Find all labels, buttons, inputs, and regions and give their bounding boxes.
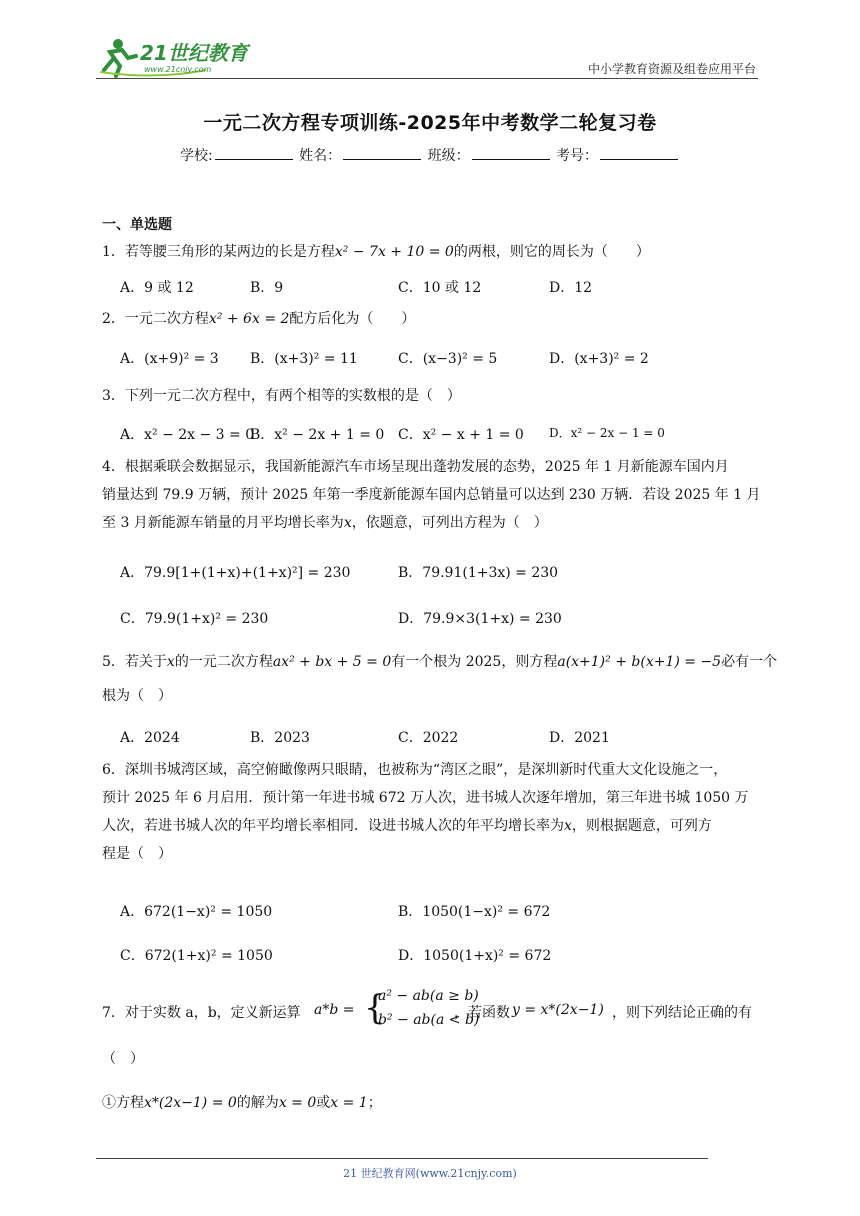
logo-text: 21世纪教育 <box>140 41 248 65</box>
q7-item1-label: ①方程 <box>102 1095 144 1111</box>
q4-option-c[interactable]: C．79.9(1+x)² = 230 <box>120 611 269 627</box>
q7-item1-end: ； <box>367 1095 382 1111</box>
q7-function: y = x*(2x−1) <box>512 1002 604 1018</box>
q2-option-b[interactable]: B．(x+3)² = 11 <box>250 351 358 367</box>
q6-option-b[interactable]: B．1050(1−x)² = 672 <box>398 904 551 920</box>
page-title: 一元二次方程专项训练-2025年中考数学二轮复习卷 <box>203 112 657 134</box>
q7-item1-equation: x*(2x−1) = 0 <box>144 1095 237 1111</box>
q6-option-c[interactable]: C．672(1+x)² = 1050 <box>120 948 273 964</box>
student-info-line <box>0 145 860 165</box>
q4-line-2: 销量达到 79.9 万辆，预计 2025 年第一季度新能源车国内总销量可以达到 230 万辆．若设 2025 年 1 月 <box>102 487 761 503</box>
q6-option-d[interactable]: D．1050(1+x)² = 672 <box>398 948 552 964</box>
q5-equation-2: a(x+1)² + b(x+1) = −5 <box>557 654 722 670</box>
q4-line-3: 至 3 月新能源车销量的月平均增长率为 <box>102 515 344 531</box>
q7-operator: a*b = <box>314 1002 355 1018</box>
section-heading: 一、单选题 <box>102 217 172 233</box>
q7-statement-1 <box>102 1092 382 1112</box>
school-label: 学校: <box>179 148 213 164</box>
q4-option-b[interactable]: B．79.91(1+3x) = 230 <box>398 565 559 581</box>
q6-line-2: 预计 2025 年 6 月启用．预计第一年进书城 672 万人次，进书城人次逐年增加，第三年进书城 1050 万 <box>102 790 749 806</box>
q1-text-end: 的两根，则它的周长为（ ） <box>453 244 650 260</box>
q5-text-mid-2: 有一个根为 2025，则方程 <box>391 654 558 670</box>
q1-equation: x² − 7x + 10 = 0 <box>334 244 454 260</box>
q7-case-1: a² − ab(a ≥ b) <box>378 988 479 1004</box>
q3-option-c[interactable]: C．x² − x + 1 = 0 <box>398 427 524 443</box>
q4-option-d[interactable]: D．79.9×3(1+x) = 230 <box>398 611 562 627</box>
q5-text: 5．若关于 <box>102 654 167 670</box>
q3-option-a[interactable]: A．x² − 2x − 3 = 0 <box>120 427 255 443</box>
q6-line-3-end: ，则根据题意，可列方 <box>571 818 712 834</box>
q5-text-mid: 的一元二次方程 <box>174 654 273 670</box>
q5-option-b[interactable]: B．2023 <box>250 730 310 746</box>
q2-option-d[interactable]: D．(x+3)² = 2 <box>549 351 649 367</box>
q6-line-1: 6．深圳书城湾区域，高空俯瞰像两只眼睛，也被称为“湾区之眼”，是深圳新时代重大文化设施之一， <box>102 762 728 778</box>
q1-option-b[interactable]: B．9 <box>250 280 284 296</box>
number-blank[interactable] <box>600 147 678 160</box>
q7-item1-solution-a: x = 0 <box>278 1095 317 1111</box>
q5-option-d[interactable]: D．2021 <box>549 730 610 746</box>
q2-option-c[interactable]: C．(x−3)² = 5 <box>398 351 498 367</box>
question-4 <box>102 453 782 537</box>
q3-option-b[interactable]: B．x² − 2x + 1 = 0 <box>250 427 385 443</box>
q2-text: 2．一元二次方程 <box>102 311 209 327</box>
q5-variable: x <box>166 654 175 670</box>
footer-link[interactable]: 21 世纪教育网(www.21cnjy.com) <box>343 1167 517 1180</box>
q5-text-end: 必有一个 <box>721 654 778 670</box>
question-6 <box>102 756 782 868</box>
class-label: 班级： <box>427 148 470 164</box>
class-blank[interactable] <box>472 147 550 160</box>
q1-text: 1．若等腰三角形的某两边的长是方程 <box>102 244 335 260</box>
q1-option-d[interactable]: D．12 <box>549 280 593 296</box>
name-blank[interactable] <box>343 147 421 160</box>
name-label: 姓名： <box>299 148 342 164</box>
runner-logo-icon <box>96 36 256 78</box>
question-3: 3．下列一元二次方程中，有两个相等的实数根的是（ ） <box>102 388 461 404</box>
footer-divider <box>96 1158 708 1159</box>
q5-option-a[interactable]: A．2024 <box>120 730 180 746</box>
q7-item1-mid: 的解为 <box>236 1095 279 1111</box>
q3-option-d[interactable]: D．x² − 2x − 1 = 0 <box>549 426 665 440</box>
q6-option-a[interactable]: A．672(1−x)² = 1050 <box>120 904 273 920</box>
q7-item1-solution-b: x = 1 <box>330 1095 368 1111</box>
header-platform-text: 中小学教育资源及组卷应用平台 <box>587 62 756 76</box>
q5-equation-1: ax² + bx + 5 = 0 <box>272 654 392 670</box>
q1-option-c[interactable]: C．10 或 12 <box>398 280 482 296</box>
q5-option-c[interactable]: C．2022 <box>398 730 459 746</box>
q2-option-a[interactable]: A．(x+9)² = 3 <box>120 351 219 367</box>
q6-variable: x <box>564 818 572 834</box>
header-divider <box>96 78 758 79</box>
q2-equation: x² + 6x = 2 <box>208 311 290 327</box>
q7-case-2: b² − ab(a < b) <box>378 1012 480 1028</box>
logo-subtext: www.21cnjy.com <box>144 65 212 74</box>
q2-text-end: 配方后化为（ ） <box>289 311 416 327</box>
q6-line-3: 人次，若进书城人次的年平均增长率相同．设进书城人次的年平均增长率为 <box>102 818 564 834</box>
q6-line-4: 程是（ ） <box>102 846 172 862</box>
school-blank[interactable] <box>215 147 293 160</box>
q4-variable: x <box>343 515 352 531</box>
question-1 <box>102 238 770 266</box>
question-2 <box>102 305 770 333</box>
q4-line-3-end: ，依题意，可列出方程为（ ） <box>351 515 548 531</box>
q5-line-2: 根为（ ） <box>102 688 172 704</box>
q7-text: 7．对于实数 a，b，定义新运算 <box>102 1005 301 1021</box>
q7-text-end: ，则下列结论正确的有 <box>612 1005 752 1021</box>
site-logo <box>96 36 256 78</box>
q4-option-a[interactable]: A．79.9[1+(1+x)+(1+x)²] = 230 <box>120 565 351 581</box>
q1-option-a[interactable]: A．9 或 12 <box>120 280 194 296</box>
q7-item1-or: 或 <box>316 1095 331 1111</box>
number-label: 考号： <box>556 148 599 164</box>
q7-text-mid: ，若函数 <box>454 1005 510 1021</box>
q7-line-2: （ ） <box>102 1051 144 1067</box>
q7-brace: { <box>364 988 386 1028</box>
q4-line-1: 4．根据乘联会数据显示，我国新能源汽车市场呈现出蓬勃发展的态势，2025 年 1 月新能源车国内月 <box>102 459 729 475</box>
question-5 <box>102 648 782 710</box>
question-7 <box>102 986 782 1032</box>
